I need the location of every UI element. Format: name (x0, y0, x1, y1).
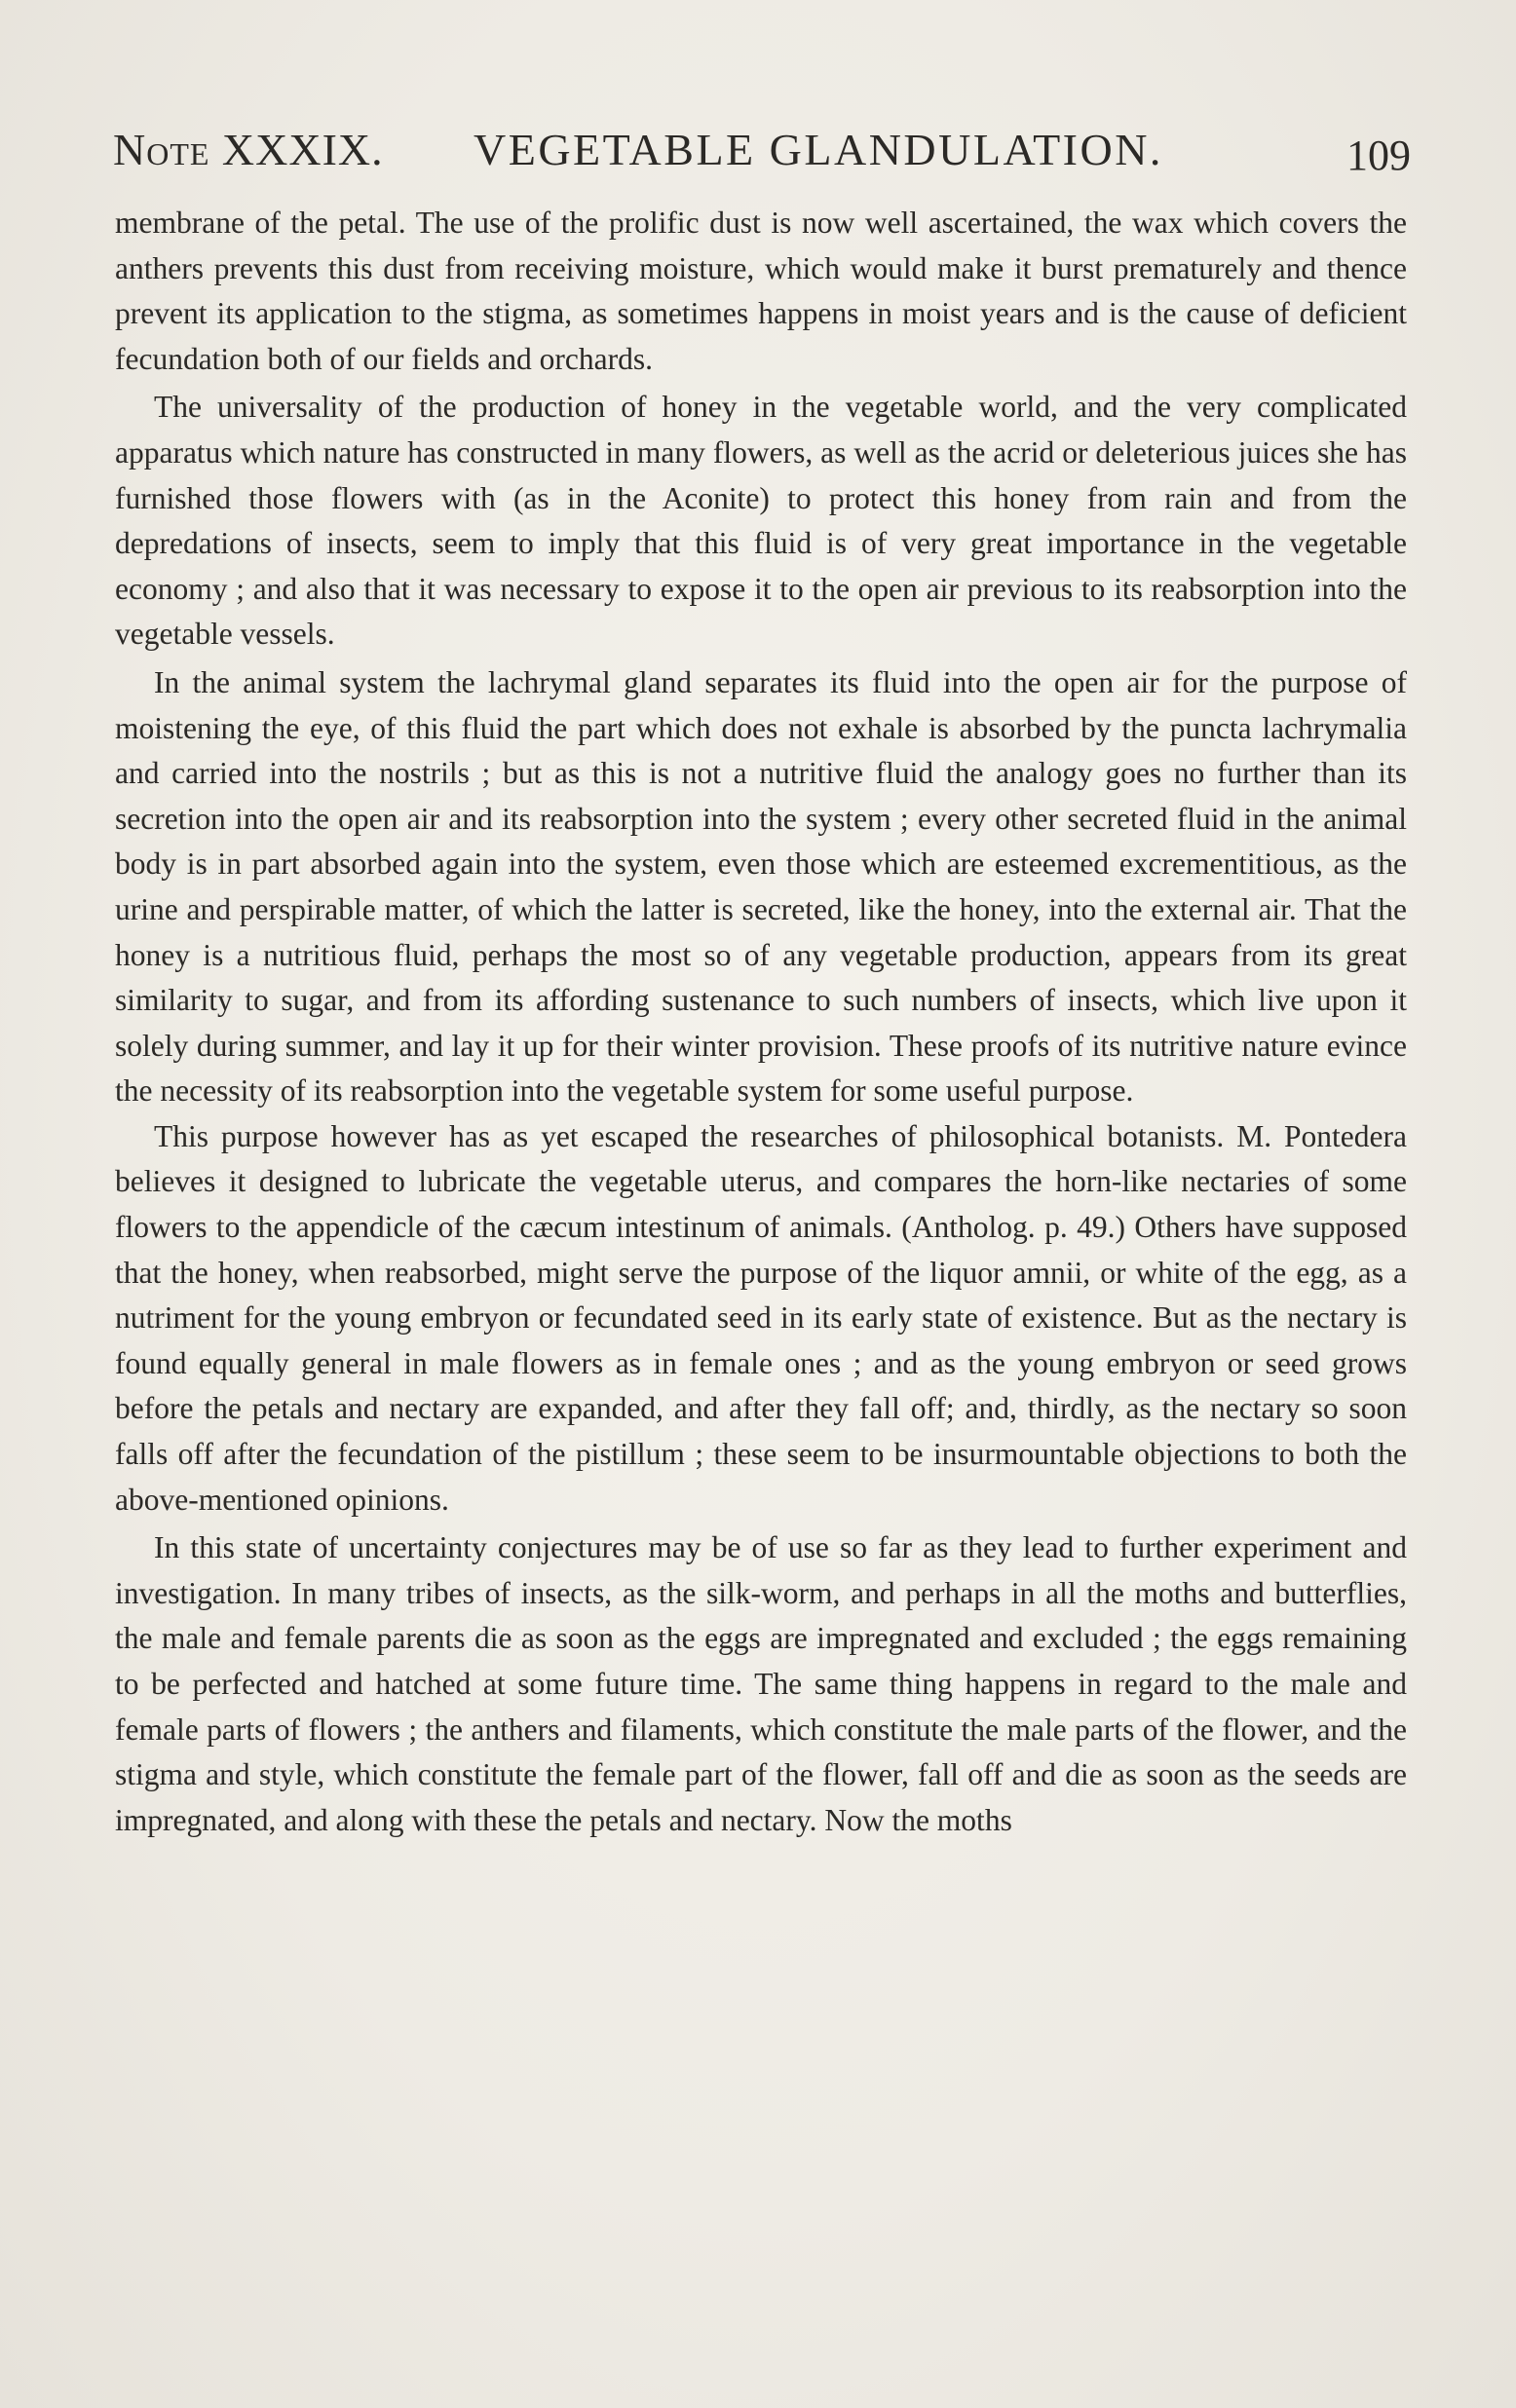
body-text (115, 201, 1407, 1843)
paragraph-honey-universality: The universality of the production of honey in the vegetable world, and the very complicated apparatus which nature has constructed in many flowers, as well as the acrid or deleterious juices she has furnished those flowers with (as in the Aconite) to protect this honey from rain and from the depredations of insects, seem to imply that this fluid is of very great importance in the vegetable economy ; and also that it was necessary to expose it to the open air previous to its reabsorption into the vegetable vessels. (115, 390, 1407, 652)
paragraph-uncertainty: In this state of uncertainty conjectures may be of use so far as they lead to further experiment and investigation. In many tribes of insects, as the silk-worm, and perhaps in all the moths and butterflies, the male and female parents die as soon as the eggs are impregnated and excluded ; the eggs remaining to be perfected and hatched at some future time. The same thing happens in regard to the male and female parts of flowers ; the anthers and filaments, which constitute the male parts of the flower, and the stigma and style, which constitute the female part of the flower, fall off and die as soon as the seeds are impregnated, and along with these the petals and nectary. Now the moths (115, 1530, 1407, 1837)
running-header (113, 121, 1411, 179)
note-label: Note XXXIX. (113, 125, 384, 174)
paragraph-animal-system: In the animal system the lachrymal gland separates its fluid into the open air for the purpose of moistening the eye, of this fluid the part which does not exhale is absorbed by the puncta lachrymalia and carried into the nostrils ; but as this is not a nutritive fluid the analogy goes no further than its secretion into the open air and its reabsorption into the system ; every other secreted fluid in the animal body is in part absorbed again into the system, even those which are esteemed excrementitious, as the urine and perspirable matter, of which the latter is secreted, like the honey, into the external air. That the honey is a nutritious fluid, perhaps the most so of any vegetable production, appears from its great similarity to sugar, and from its affording sustenance to such numbers of insects, which live upon it solely during summer, and lay it up for their winter provision. These proofs of its nutritive nature evince the necessity of its reabsorption into the vegetable system for some useful purpose. (115, 664, 1407, 1109)
paragraph-continued: membrane of the petal. The use of the prolific dust is now well ascertained, the wax which covers the anthers prevents this dust from receiving moisture, which would make it burst prematurely and thence prevent its application to the stigma, as sometimes happens in moist years and is the cause of deficient fecundation both of our fields and orchards. (115, 206, 1407, 376)
page-number: 109 (1346, 132, 1411, 179)
paragraph-pontedera: This purpose however has as yet escaped the researches of philosophical botanists. M. Pontedera believes it designed to lubricate the vegetable uterus, and compares the horn-like nectaries of some flowers to the appendicle of the cæcum intestinum of animals. (Antholog. p. 49.) Others have supposed that the honey, when reabsorbed, might serve the purpose of the liquor amnii, or white of the egg, as a nutriment for the young embryon or fecundated seed in its early state of existence. But as the nectary is found equally general in male flowers as in female ones ; and as the young embryon or seed grows before the petals and nectary are expanded, and after they fall off; and, thirdly, as the nectary so soon falls off after the fecundation of the pistillum ; these seem to be insurmountable objections to both the above-mentioned opinions. (115, 1118, 1407, 1517)
page-title: VEGETABLE GLANDULATION. (474, 125, 1163, 174)
